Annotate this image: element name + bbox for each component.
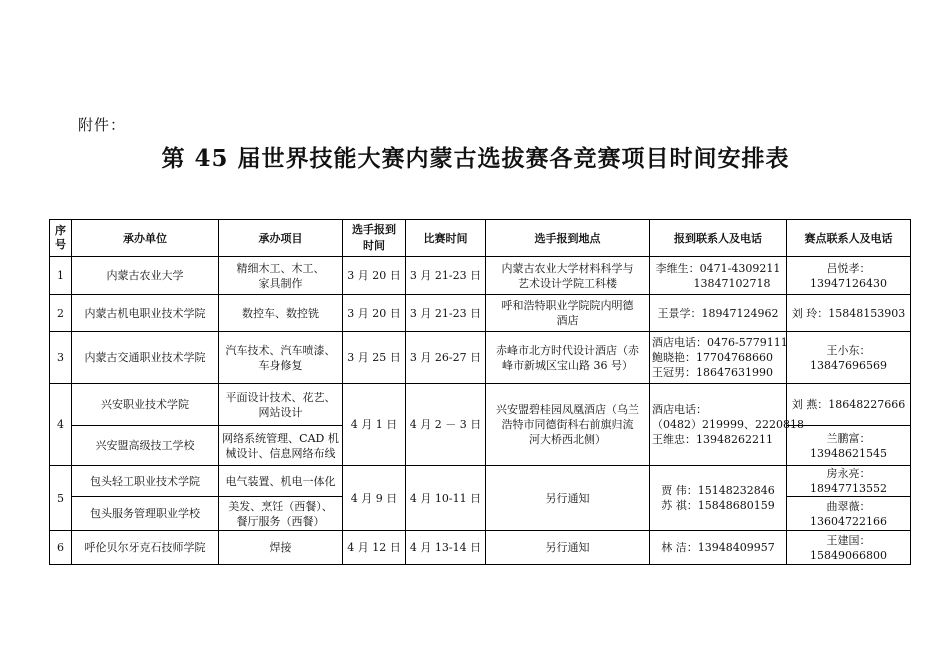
report-contact-cell: 王景学：18947124962 [650,295,787,332]
venue-contact-cell: 刘 燕：18648227666 [787,384,911,426]
report-contact-cell: 李维生：0471-4309211 13847102718 [650,257,787,295]
report-time-cell: 4 月 1 日 [343,384,406,466]
org-cell: 包头轻工职业技术学院 [72,466,219,497]
location-cell: 兴安盟碧桂园凤凰酒店（乌兰 浩特市同德街科右前旗归流 河大桥西北侧） [486,384,650,466]
project-cell: 汽车技术、汽车喷漆、 车身修复 [219,332,343,384]
venue-contact-cell: 吕悦孝：13947126430 [787,257,911,295]
venue-contact-cell: 王建国：15849066800 [787,531,911,565]
org-cell: 兴安职业技术学院 [72,384,219,426]
row-number: 6 [50,531,72,565]
schedule-table [49,219,911,565]
location-cell: 另行通知 [486,466,650,531]
header-report-contact: 报到联系人及电话 [650,220,787,257]
match-time-cell: 4 月 13-14 日 [406,531,486,565]
header-match-time: 比赛时间 [406,220,486,257]
report-time-cell: 3 月 20 日 [343,295,406,332]
row-number: 2 [50,295,72,332]
report-contact-cell: 贾 伟：15148232846 苏 祺：15848680159 [650,466,787,531]
venue-contact-cell: 曲翠薇：13604722166 [787,497,911,531]
report-contact-cell: 林 洁：13948409957 [650,531,787,565]
match-time-cell: 4 月 10-11 日 [406,466,486,531]
venue-contact-cell: 房永亮：18947713552 [787,466,911,497]
header-report-time: 选手报到时间 [343,220,406,257]
table-row [50,257,911,295]
venue-contact-cell: 兰鹏富：13948621545 [787,426,911,466]
location-cell: 赤峰市北方时代设计酒店（赤 峰市新城区宝山路 36 号） [486,332,650,384]
report-contact-cell: 酒店电话：0476-5779111 鲍晓艳：17704768660 王冠男：18647631990 [650,332,787,384]
venue-contact-cell: 刘 玲：15848153903 [787,295,911,332]
table-row [50,466,911,497]
row-number: 3 [50,332,72,384]
org-cell: 包头服务管理职业学校 [72,497,219,531]
report-time-cell: 3 月 25 日 [343,332,406,384]
table-row [50,295,911,332]
table-row [50,531,911,565]
location-cell: 另行通知 [486,531,650,565]
project-cell: 网络系统管理、CAD 机 械设计、信息网络布线 [219,426,343,466]
project-cell: 焊接 [219,531,343,565]
location-cell: 内蒙古农业大学材料科学与 艺术设计学院工科楼 [486,257,650,295]
header-row [50,220,911,257]
header-location: 选手报到地点 [486,220,650,257]
table-row [50,332,911,384]
project-cell: 平面设计技术、花艺、 网站设计 [219,384,343,426]
org-cell: 内蒙古机电职业技术学院 [72,295,219,332]
match-time-cell: 3 月 26-27 日 [406,332,486,384]
org-cell: 内蒙古交通职业技术学院 [72,332,219,384]
report-time-cell: 4 月 9 日 [343,466,406,531]
project-cell: 电气装置、机电一体化 [219,466,343,497]
org-cell: 兴安盟高级技工学校 [72,426,219,466]
match-time-cell: 4 月 2 － 3 日 [406,384,486,466]
row-number: 5 [50,466,72,531]
match-time-cell: 3 月 21-23 日 [406,295,486,332]
location-cell: 呼和浩特职业学院院内明德 酒店 [486,295,650,332]
page-title: 第 45 届世界技能大赛内蒙古选拔赛各竞赛项目时间安排表 [161,145,790,172]
project-cell: 美发、烹饪（西餐）、 餐厅服务（西餐） [219,497,343,531]
report-time-cell: 4 月 12 日 [343,531,406,565]
row-number: 1 [50,257,72,295]
report-time-cell: 3 月 20 日 [343,257,406,295]
header-org: 承办单位 [72,220,219,257]
header-venue-contact: 赛点联系人及电话 [787,220,911,257]
match-time-cell: 3 月 21-23 日 [406,257,486,295]
table-row [50,384,911,426]
attachment-label: 附件： [78,116,127,134]
project-cell: 精细木工、木工、 家具制作 [219,257,343,295]
project-cell: 数控车、数控铣 [219,295,343,332]
venue-contact-cell: 王小东：13847696569 [787,332,911,384]
report-contact-cell: 酒店电话： （0482）219999、2220818 王维忠：13948262211 [650,384,787,466]
header-project: 承办项目 [219,220,343,257]
header-no: 序号 [50,220,72,257]
org-cell: 内蒙古农业大学 [72,257,219,295]
org-cell: 呼伦贝尔牙克石技师学院 [72,531,219,565]
row-number: 4 [50,384,72,466]
